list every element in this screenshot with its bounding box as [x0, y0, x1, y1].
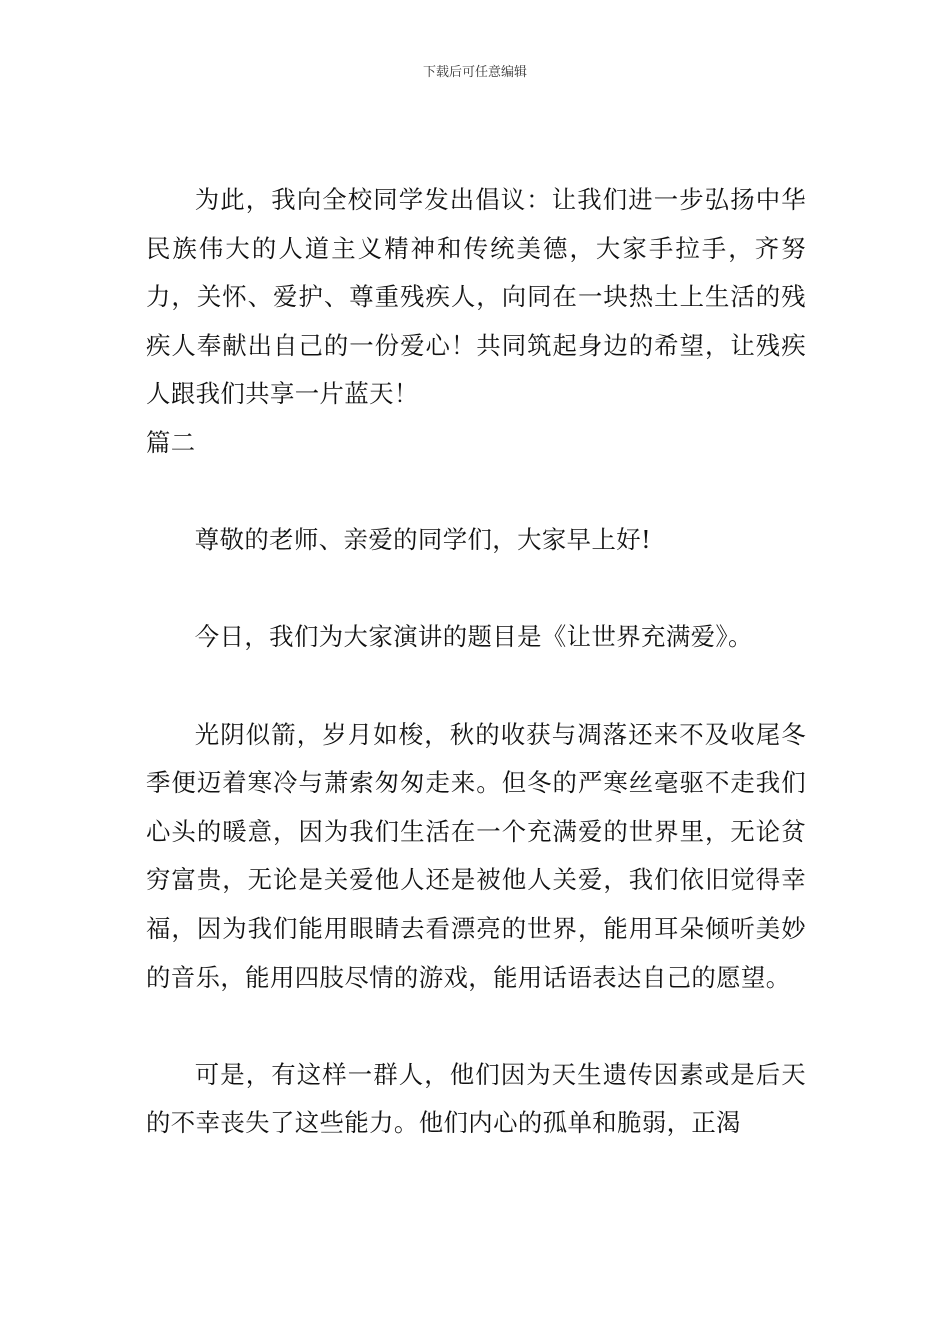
paragraph-gap: [146, 1002, 806, 1051]
document-body: [146, 176, 806, 1148]
paragraph-seasons: 光阴似箭，岁月如梭，秋的收获与凋落还来不及收尾冬季便迈着寒冷与萧索匆匆走来。但冬的严寒丝毫驱不走我们心头的暖意，因为我们生活在一个充满爱的世界里，无论贫穷富贵，无论是关爱他人还是被他人关爱，我们依旧觉得幸福，因为我们能用眼睛去看漂亮的世界，能用耳朵倾听美妙的音乐，能用四肢尽情的游戏，能用话语表达自己的愿望。: [146, 719, 806, 992]
page-header: 下载后可任意编辑: [422, 65, 527, 80]
section-heading: 篇二: [146, 427, 196, 457]
paragraph-gap: [146, 468, 806, 517]
paragraph-group: 可是，有这样一群人，他们因为天生遗传因素或是后天的不幸丧失了这些能力。他们内心的孤单和脆弱，正渴: [146, 1059, 806, 1138]
paragraph-initiative: 为此，我向全校同学发出倡议：让我们进一步弘扬中华民族伟大的人道主义精神和传统美德，大家手拉手，齐努力，关怀、爱护、尊重残疾人，向同在一块热土上生活的残疾人奉献出自己的一份爱心！共同筑起身边的希望，让残疾人跟我们共享一片蓝天！: [146, 185, 806, 409]
paragraph-gap: [146, 662, 806, 711]
paragraph-greeting: 尊敬的老师、亲爱的同学们，大家早上好!: [194, 525, 652, 555]
paragraph-topic: 今日，我们为大家演讲的题目是《让世界充满爱》。: [194, 622, 753, 652]
paragraph-gap: [146, 565, 806, 614]
